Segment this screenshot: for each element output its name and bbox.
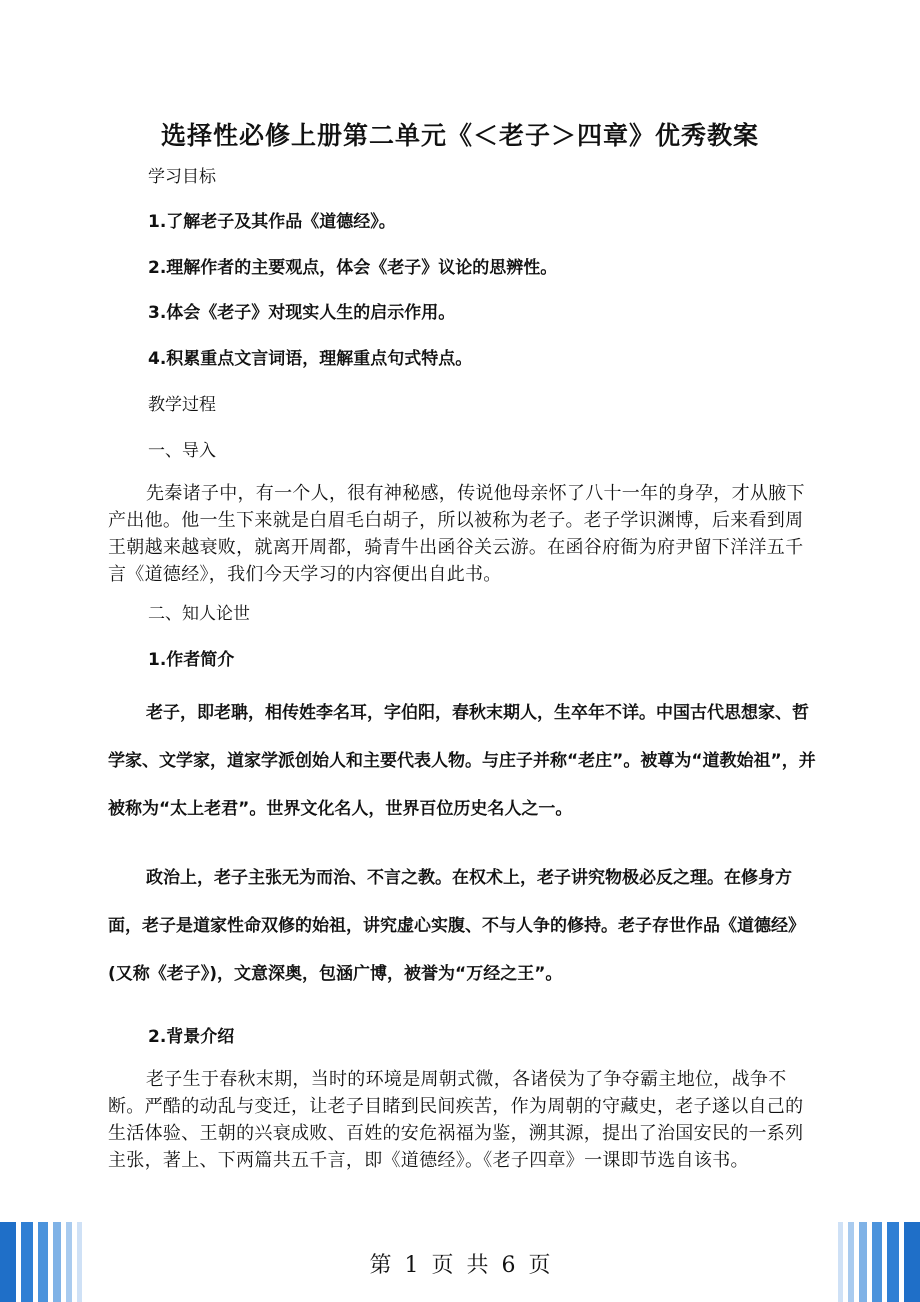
author-paragraph-2: 政治上，老子主张无为而治、不言之教。在权术上，老子讲究物极必反之理。在修身方面，老子是道家性命双修的始祖，讲究虚心实腹、不与人争的修持。老子存世作品《道德经》(又称《老子》)，文意深奥，包涵广博，被誉为“万经之王”。 bbox=[108, 868, 805, 984]
background-paragraph: 老子生于春秋末期，当时的环境是周朝式微，各诸侯为了争夺霸主地位，战争不断。严酷的动乱与变迁，让老子目睹到民间疾苦，作为周朝的守藏史，老子遂以自己的生活体验、王朝的兴衰成败、百姓的安危祸福为鉴，溯其源，提出了治国安民的一系列主张，著上、下两篇共五千言，即《道德经》。《老子四章》一课即节选自该书。 bbox=[108, 1069, 804, 1171]
page-number: 第 1 页 共 6 页 bbox=[369, 1253, 551, 1278]
author-intro-heading: 1.作者简介 bbox=[148, 650, 235, 670]
section-intro-heading: 一、导入 bbox=[148, 441, 216, 461]
goal-item-3: 3.体会《老子》对现实人生的启示作用。 bbox=[148, 303, 456, 323]
goal-item-1: 1.了解老子及其作品《道德经》。 bbox=[148, 212, 396, 232]
goal-item-4: 4.积累重点文言词语，理解重点句式特点。 bbox=[148, 349, 473, 369]
goals-heading: 学习目标 bbox=[148, 167, 216, 187]
section-background-heading: 二、知人论世 bbox=[148, 604, 250, 624]
author-paragraph-1: 老子，即老聃，相传姓李名耳，字伯阳，春秋末期人，生卒年不详。中国古代思想家、哲学家、文学家，道家学派创始人和主要代表人物。与庄子并称“老庄”。被尊为“道教始祖”，并被称为“太上老君”。世界文化名人，世界百位历史名人之一。 bbox=[108, 703, 816, 819]
intro-paragraph: 先秦诸子中，有一个人，很有神秘感，传说他母亲怀了八十一年的身孕，才从腋下产出他。他一生下来就是白眉毛白胡子，所以被称为老子。老子学识渊博，后来看到周王朝越来越衰败，就离开周都，骑青牛出函谷关云游。在函谷府衙为府尹留下洋洋五千言《道德经》，我们今天学习的内容便出自此书。 bbox=[108, 483, 805, 585]
background-intro-heading: 2.背景介绍 bbox=[148, 1027, 235, 1047]
process-heading: 教学过程 bbox=[148, 395, 216, 415]
page-title: 选择性必修上册第二单元《＜老子＞四章》优秀教案 bbox=[160, 121, 759, 150]
goal-item-2: 2.理解作者的主要观点，体会《老子》议论的思辨性。 bbox=[148, 258, 558, 278]
